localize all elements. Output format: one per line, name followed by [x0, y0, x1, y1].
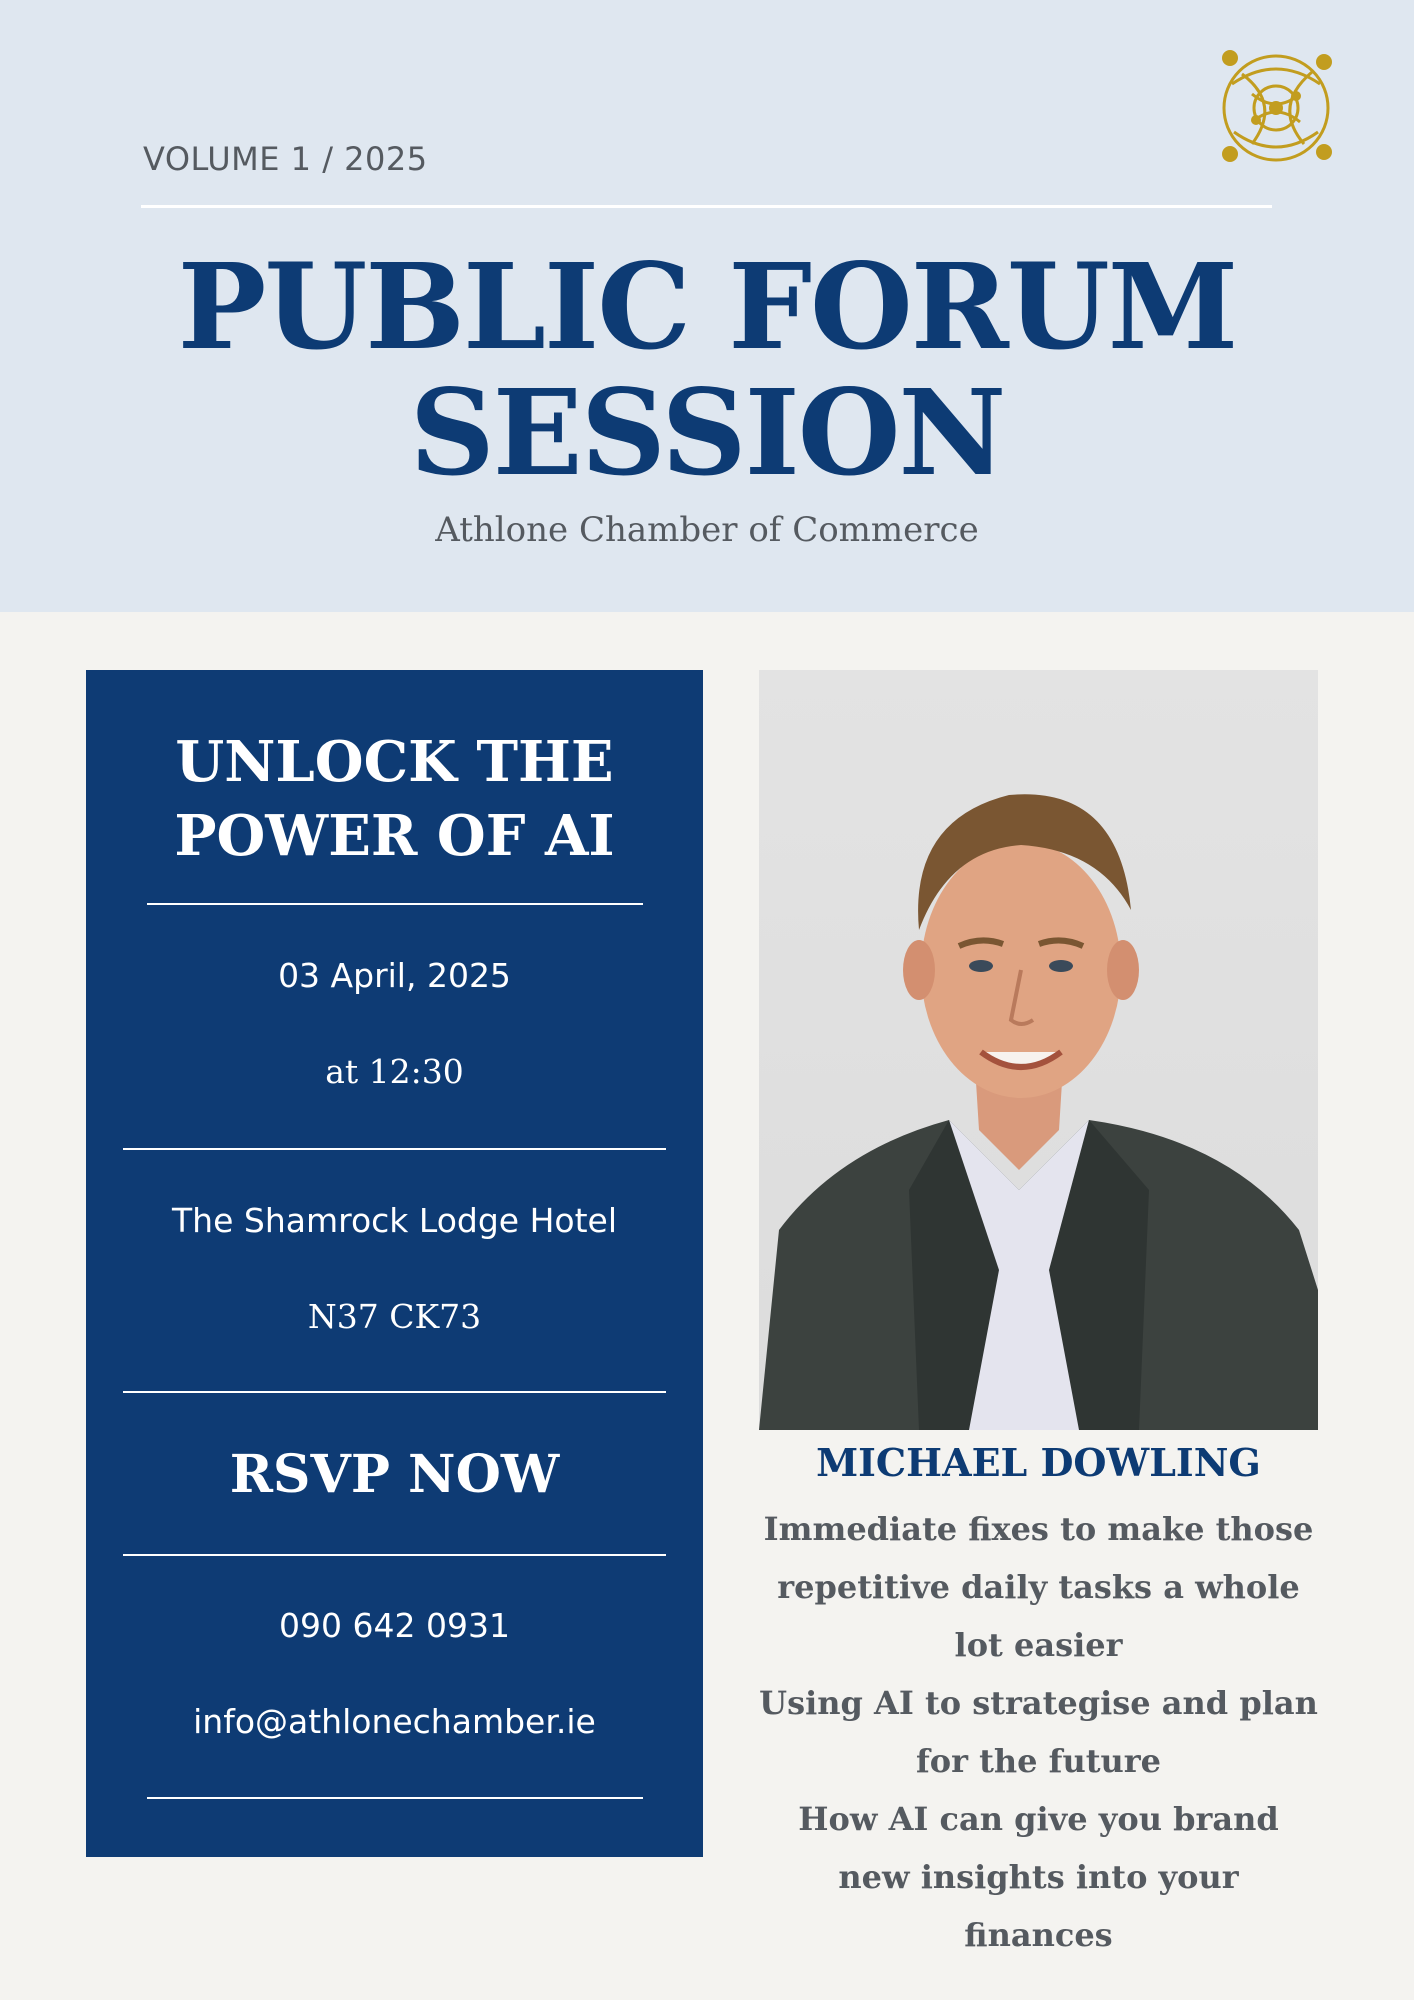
- speaker-photo: [759, 670, 1318, 1430]
- title-line-2: SESSION: [409, 363, 1005, 502]
- contact-phone[interactable]: 090 642 0931: [279, 1606, 510, 1645]
- header-divider: [141, 205, 1272, 208]
- volume-label: VOLUME 1 / 2025: [143, 140, 428, 178]
- panel-heading-line-2: POWER OF AI: [174, 803, 615, 869]
- divider-5: [147, 1797, 643, 1799]
- event-time: at 12:30: [325, 1052, 464, 1091]
- event-date: 03 April, 2025: [278, 956, 511, 995]
- venue-eircode: N37 CK73: [307, 1297, 482, 1336]
- event-info-panel: [86, 670, 703, 1857]
- event-venue: The Shamrock Lodge Hotel: [172, 1201, 617, 1240]
- topic-item: How AI can give you brand new insights into your finances: [798, 1800, 1279, 1954]
- title-line-1: PUBLIC FORUM: [177, 237, 1237, 376]
- speaker-name: MICHAEL DOWLING: [816, 1440, 1261, 1485]
- organizer-subtitle: Athlone Chamber of Commerce: [435, 510, 979, 550]
- panel-heading: [86, 725, 703, 873]
- divider-2: [123, 1148, 666, 1150]
- divider-4: [123, 1554, 666, 1556]
- panel-heading-line-1: UNLOCK THE: [175, 729, 614, 795]
- rsvp-heading: RSVP NOW: [229, 1444, 560, 1505]
- topic-item: Using AI to strategise and plan for the future: [759, 1684, 1318, 1780]
- chamber-logo-icon: [1212, 44, 1344, 170]
- speaker-topics: [759, 1500, 1318, 1964]
- speaker-portrait-image: [759, 670, 1318, 1430]
- page-title: [0, 237, 1414, 502]
- divider-3: [123, 1391, 666, 1393]
- header-band: [0, 0, 1414, 612]
- topic-item: Immediate fixes to make those repetitive daily tasks a whole lot easier: [763, 1510, 1314, 1664]
- contact-email[interactable]: info@athlonechamber.ie: [193, 1702, 596, 1741]
- divider-1: [147, 903, 643, 905]
